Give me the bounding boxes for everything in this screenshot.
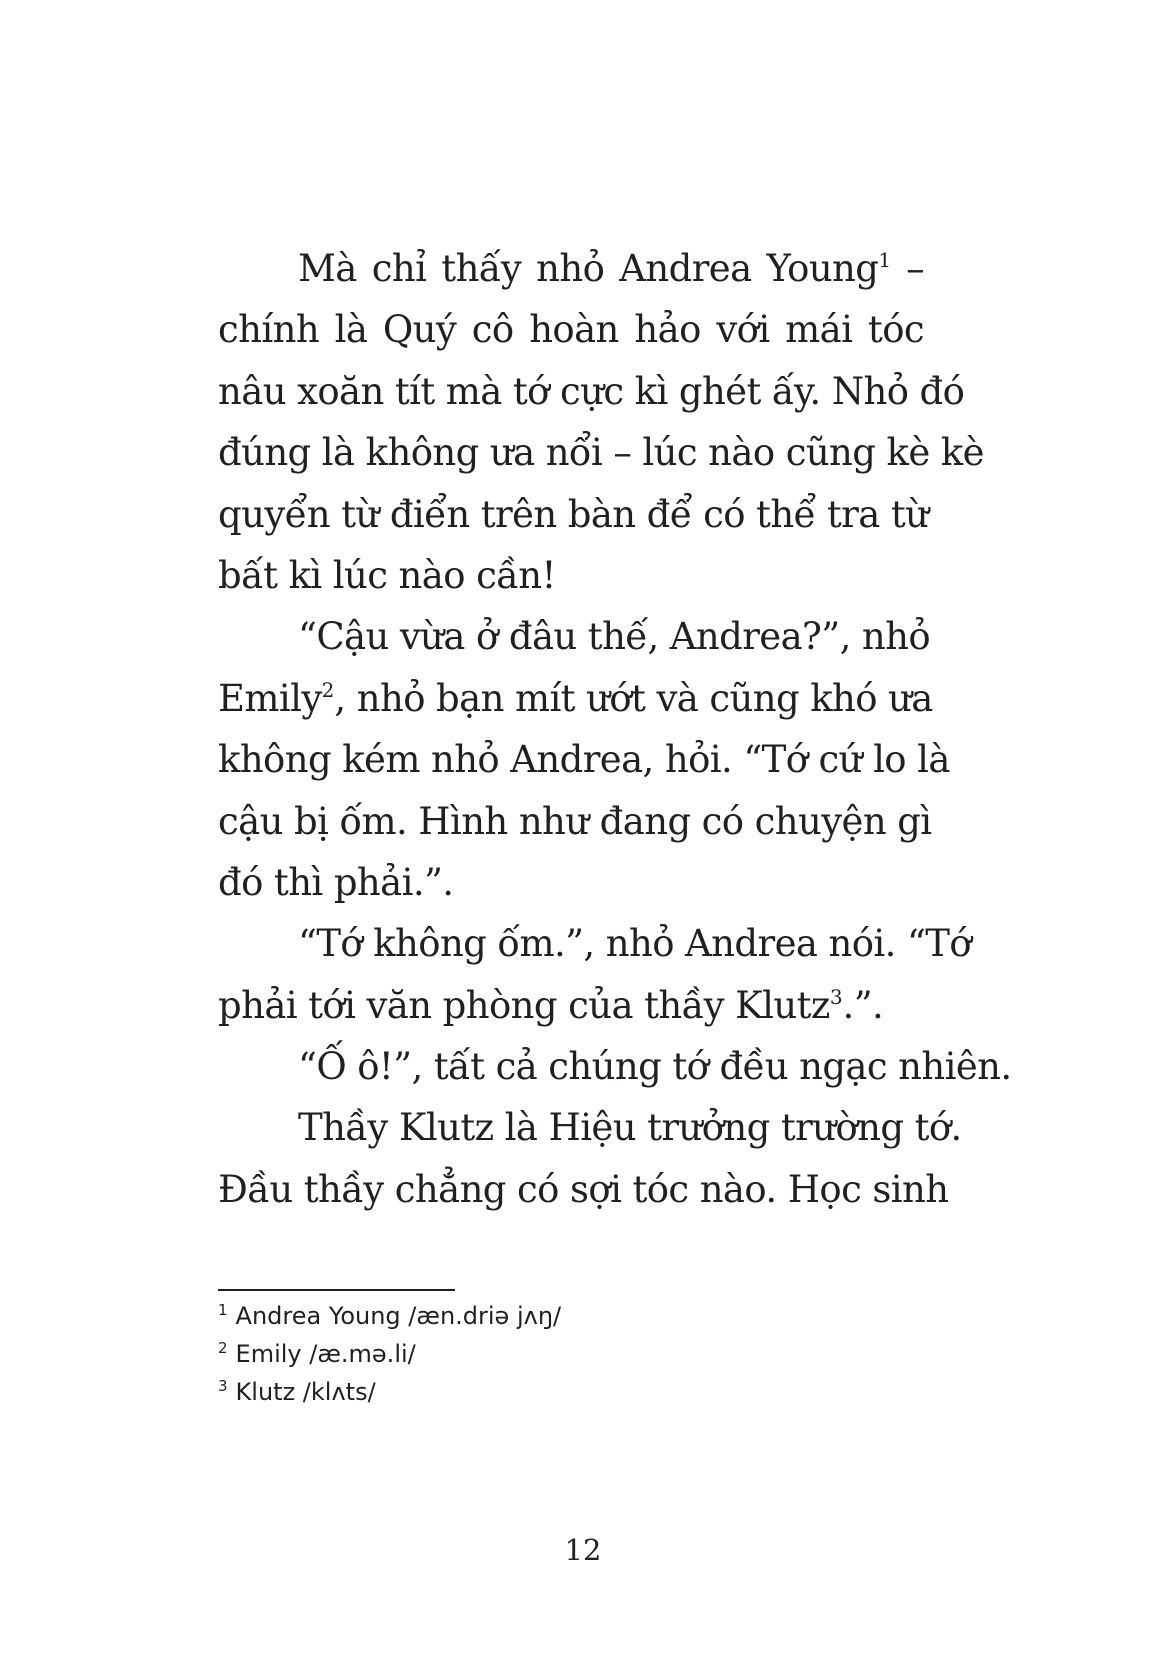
paragraph-line: phải tới văn phòng của thầy Klutz$^3$.”. (218, 983, 884, 1027)
footnote-ref-2: 2 (321, 677, 335, 702)
paragraph-line: “Ố ô!”, tất cả chúng tớ đều ngạc nhiên. (298, 1045, 1012, 1089)
paragraph-line: quyển từ điển trên bàn để có thể tra từ (218, 492, 929, 536)
footnote-ref-1: 1 (878, 248, 892, 272)
paragraph-line: đúng là không ưa nổi – lúc nào cũng kè kè (218, 431, 984, 475)
footnote-item: $^2$ Emily /æ.mə.li/ (218, 1339, 416, 1368)
footnote-item: $^1$ Andrea Young /æn.driə jʌŋ/ (218, 1301, 562, 1330)
paragraph-line: chính là Quý cô hoàn hảo với mái tóc (218, 308, 924, 352)
paragraph-line: đó thì phải.”. (218, 860, 454, 904)
footnote-divider (218, 1289, 455, 1291)
paragraph-line: “Cậu vừa ở đâu thế, Andrea?”, nhỏ (298, 615, 931, 659)
footnote-ref-3: 3 (829, 984, 843, 1009)
page-number: 12 (564, 1533, 602, 1567)
footnotes (218, 1297, 918, 1411)
paragraph-line: bất kì lúc nào cần! (218, 553, 556, 597)
footnote-item: $^3$ Klutz /klʌts/ (218, 1377, 376, 1406)
paragraph-line: không kém nhỏ Andrea, hỏi. “Tớ cứ lo là (218, 738, 950, 782)
body-text (218, 238, 1012, 1220)
paragraph-line: Mà chỉ thấy nhỏ Andrea Young$^1$ – (298, 247, 924, 290)
paragraph-line: Thầy Klutz là Hiệu trưởng trường tớ. (298, 1106, 962, 1150)
paragraph-line: nâu xoăn tít mà tớ cực kì ghét ấy. Nhỏ đó (218, 369, 965, 413)
paragraph-line: Emily$^2$, nhỏ bạn mít ướt và cũng khó ưa (218, 676, 933, 720)
paragraph-line: Đầu thầy chẳng có sợi tóc nào. Học sinh (218, 1167, 949, 1211)
paragraph-line: cậu bị ốm. Hình như đang có chuyện gì (218, 799, 932, 843)
paragraph-line: “Tớ không ốm.”, nhỏ Andrea nói. “Tớ (298, 922, 972, 966)
